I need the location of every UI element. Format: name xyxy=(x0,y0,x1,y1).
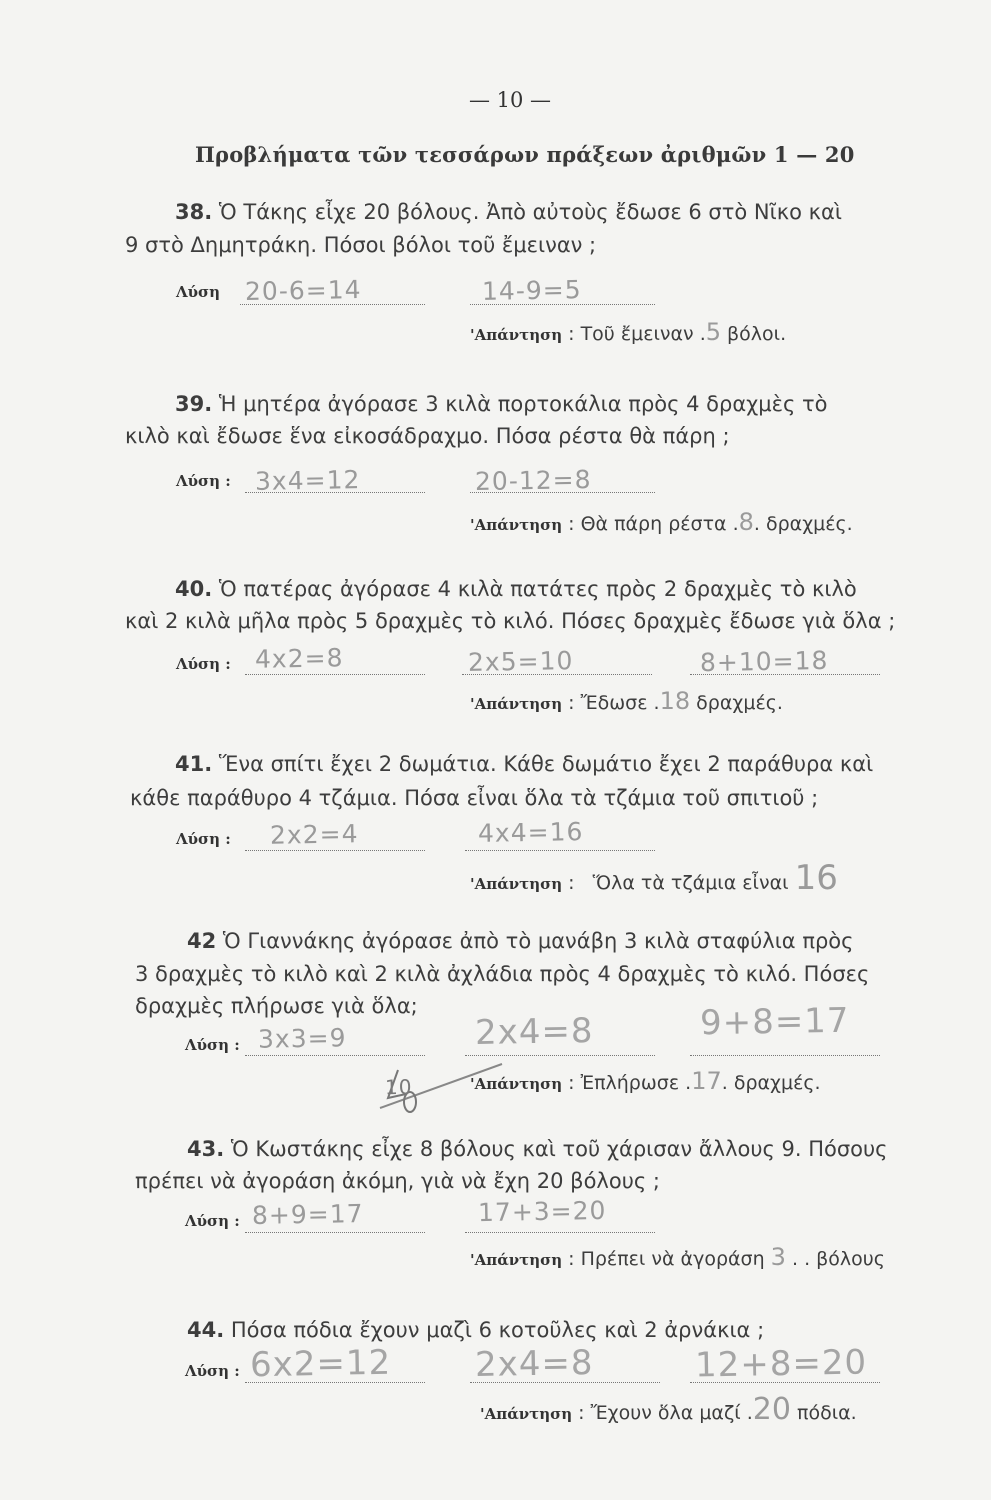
problem-40-line-2: καὶ 2 κιλὰ μῆλα πρὸς 5 δραχμὲς τὸ κιλό. Πόσες δραχμὲς ἔδωσε γιὰ ὅλα ; xyxy=(125,609,896,633)
problem-number: 42 xyxy=(187,929,217,953)
handwritten-answer: 18 xyxy=(659,687,691,715)
problem-43-line-2: πρέπει νὰ ἀγοράση ἀκόμη, γιὰ νὰ ἔχη 20 βόλους ; xyxy=(135,1169,660,1193)
solution-label: Λύση : xyxy=(185,1036,240,1054)
handwritten-calculation: 8+10=18 xyxy=(699,645,829,678)
page-heading: Προβλήματα τῶν τεσσάρων πράξεων ἀριθμῶν 1 — 20 xyxy=(195,142,855,167)
problem-42-line-3: δραχμὲς πλήρωσε γιὰ ὅλα; xyxy=(135,994,418,1018)
handwritten-calculation: 6x2=12 xyxy=(249,1342,392,1386)
answer-label: 'Απάντηση xyxy=(470,695,563,713)
answer-line: 'Απάντηση : Πρέπει νὰ ἀγοράση 3 . . βόλους xyxy=(470,1243,885,1271)
handwritten-calculation: 3x3=9 xyxy=(257,1023,347,1054)
problem-44-line-1 xyxy=(187,1318,764,1342)
problem-number: 38. xyxy=(175,200,213,224)
answer-line: 'Απάντηση : Ἔχουν ὅλα μαζί .20 πόδια. xyxy=(480,1392,857,1427)
answer-label: 'Απάντηση xyxy=(470,875,563,893)
answer-label: 'Απάντηση xyxy=(470,1251,563,1269)
solution-label: Λύση : xyxy=(176,655,231,673)
answer-line: 'Απάντηση : Θὰ πάρη ρέστα .8. δραχμές. xyxy=(470,508,853,536)
solution-label: Λύση xyxy=(176,283,221,301)
problem-text: Πόσα πόδια ἔχουν μαζὶ 6 κοτοῦλες καὶ 2 ἀρνάκια ; xyxy=(230,1318,765,1342)
handwritten-calculation: 2x5=10 xyxy=(467,646,574,677)
problem-number: 44. xyxy=(187,1318,225,1342)
solution-label: Λύση : xyxy=(176,830,231,848)
answer-text: Ὅλα τὰ τζάμια εἶναι xyxy=(592,872,789,894)
answer-label: 'Απάντηση xyxy=(470,1075,563,1093)
handwritten-calculation: 2x4=8 xyxy=(474,1342,594,1386)
answer-unit: πόδια. xyxy=(790,1402,857,1424)
handwritten-calculation: 3x4=12 xyxy=(254,465,361,496)
handwritten-calculation: 8+9=17 xyxy=(251,1199,364,1230)
problem-number: 40. xyxy=(175,577,213,601)
problem-43-line-1 xyxy=(187,1137,888,1161)
answer-line: 'Απάντηση : Τοῦ ἔμειναν .5 βόλοι. xyxy=(470,318,787,346)
handwritten-calculation: 20-6=14 xyxy=(244,274,362,307)
answer-unit: . δραχμές. xyxy=(753,513,853,535)
problem-number: 43. xyxy=(187,1137,225,1161)
problem-38-line-2: 9 στὸ Δημητράκη. Πόσοι βόλοι τοῦ ἔμειναν ; xyxy=(125,233,597,257)
handwritten-calculation: 2x4=8 xyxy=(474,1010,594,1054)
problem-39-line-2: κιλὸ καὶ ἔδωσε ἕνα εἰκοσάδραχμο. Πόσα ρέστα θὰ πάρη ; xyxy=(125,424,730,448)
answer-text: Τοῦ ἔμειναν . xyxy=(580,323,706,345)
answer-unit: . δραχμές. xyxy=(721,1072,821,1094)
answer-line: 'Απάντηση : Ἔδωσε .18 δραχμές. xyxy=(470,687,783,715)
solution-line xyxy=(690,1055,880,1056)
answer-label: 'Απάντηση xyxy=(480,1405,573,1423)
answer-unit: βόλοι. xyxy=(721,323,787,345)
teacher-score: 10 xyxy=(384,1074,413,1100)
handwritten-answer: 20 xyxy=(752,1392,791,1427)
problem-41-line-1 xyxy=(175,752,873,776)
problem-41-line-2: κάθε παράθυρο 4 τζάμια. Πόσα εἶναι ὅλα τὰ τζάμια τοῦ σπιτιοῦ ; xyxy=(130,786,819,810)
solution-line xyxy=(245,674,425,675)
handwritten-calculation: 4x2=8 xyxy=(254,643,344,674)
answer-label: 'Απάντηση xyxy=(470,326,563,344)
answer-text: Θὰ πάρη ρέστα . xyxy=(580,513,739,535)
handwritten-answer: 8 xyxy=(738,508,754,536)
handwritten-calculation: 14-9=5 xyxy=(481,275,582,306)
problem-39-line-1 xyxy=(175,392,828,416)
answer-text: Ἔδωσε . xyxy=(580,692,660,714)
answer-line: 'Απάντηση : Ὅλα τὰ τζάμια εἶναι 16 xyxy=(470,858,838,898)
handwritten-calculation: 9+8=17 xyxy=(699,1000,850,1044)
problem-number: 41. xyxy=(175,752,213,776)
answer-text: Ἐπλήρωσε . xyxy=(580,1072,692,1094)
problem-text: Ὁ πατέρας ἀγόρασε 4 κιλὰ πατάτες πρὸς 2 δραχμὲς τὸ κιλὸ xyxy=(218,577,857,601)
solution-line xyxy=(245,1232,425,1233)
answer-text: Ἔχουν ὅλα μαζί . xyxy=(590,1402,753,1424)
handwritten-calculation: 4x4=16 xyxy=(477,817,584,848)
handwritten-answer: 3 xyxy=(770,1243,786,1271)
problem-40-line-1 xyxy=(175,577,857,601)
handwritten-answer: 5 xyxy=(705,318,722,346)
handwritten-calculation: 2x2=4 xyxy=(269,819,359,850)
answer-unit: . . βόλους xyxy=(785,1248,885,1270)
problem-42-line-2: 3 δραχμὲς τὸ κιλὸ καὶ 2 κιλὰ ἀχλάδια πρὸς 4 δραχμὲς τὸ κιλό. Πόσες xyxy=(135,962,870,986)
answer-label: 'Απάντηση xyxy=(470,516,563,534)
solution-label: Λύση : xyxy=(176,472,231,490)
problem-text: Ἕνα σπίτι ἔχει 2 δωμάτια. Κάθε δωμάτιο ἔχει 2 παράθυρα καὶ xyxy=(218,752,874,776)
handwritten-answer: 17 xyxy=(691,1067,722,1095)
page-number: — 10 — xyxy=(468,88,552,112)
solution-line xyxy=(465,1232,655,1233)
answer-line: 'Απάντηση : Ἐπλήρωσε .17. δραχμές. xyxy=(470,1067,821,1095)
handwritten-calculation: 17+3=20 xyxy=(477,1195,607,1228)
answer-unit: δραχμές. xyxy=(690,692,783,714)
handwritten-answer: 16 xyxy=(794,858,838,898)
problem-42-line-1 xyxy=(187,929,853,953)
handwritten-calculation: 20-12=8 xyxy=(474,464,592,497)
solution-label: Λύση : xyxy=(185,1212,240,1230)
solution-line xyxy=(465,850,655,851)
problem-text: Ὁ Κωστάκης εἶχε 8 βόλους καὶ τοῦ χάρισαν ἄλλους 9. Πόσους xyxy=(230,1137,888,1161)
problem-38-line-1 xyxy=(175,200,842,224)
problem-text: Ὁ Τάκης εἶχε 20 βόλους. Ἀπὸ αὐτοὺς ἔδωσε 6 στὸ Νῖκο καὶ xyxy=(218,200,842,224)
solution-line xyxy=(245,850,425,851)
handwritten-calculation: 12+8=20 xyxy=(694,1342,868,1386)
solution-label: Λύση : xyxy=(185,1362,240,1380)
problem-number: 39. xyxy=(175,392,213,416)
answer-text: Πρέπει νὰ ἀγοράση xyxy=(580,1248,765,1270)
problem-text: Ὁ Γιαννάκης ἀγόρασε ἀπὸ τὸ μανάβη 3 κιλὰ σταφύλια πρὸς xyxy=(222,929,854,953)
problem-text: Ἡ μητέρα ἀγόρασε 3 κιλὰ πορτοκάλια πρὸς 4 δραχμὲς τὸ xyxy=(218,392,828,416)
